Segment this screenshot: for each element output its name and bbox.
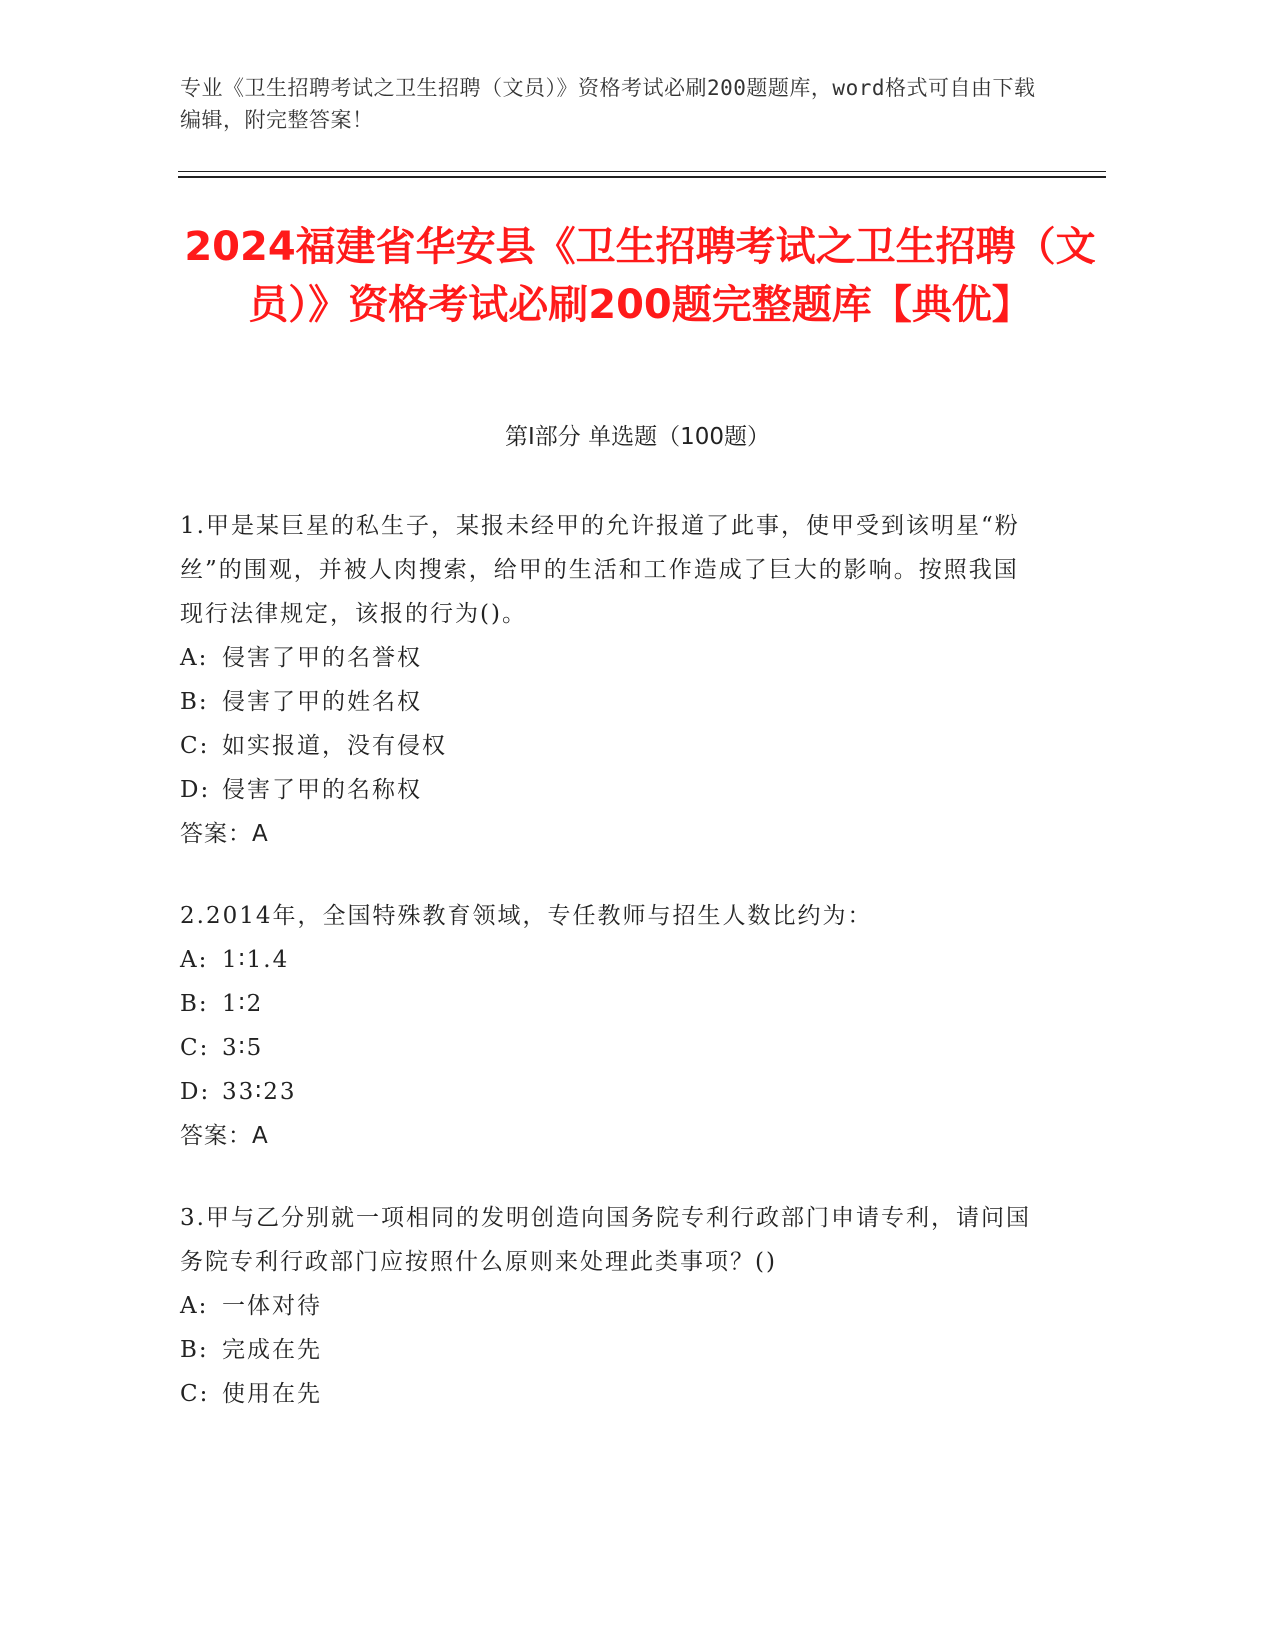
option-text: 1∶1.4 (222, 947, 290, 973)
question-text: 2.2014年，全国特殊教育领域，专任教师与招生人数比约为： (180, 903, 873, 929)
option-text: 33∶23 (222, 1079, 297, 1105)
answer-line: 答案：A (180, 821, 269, 847)
option-text: 如实报道，没有侵权 (222, 733, 447, 759)
option-key: A: (180, 947, 209, 973)
option-d (180, 1070, 1040, 1114)
header-note: 专业《卫生招聘考试之卫生招聘（文员）》资格考试必刷200题题库，word格式可自由下载编辑，附完整答案！ (180, 76, 1036, 132)
option-a (180, 636, 1040, 680)
option-text: 使用在先 (222, 1381, 322, 1407)
option-text: 侵害了甲的姓名权 (222, 689, 422, 715)
option-text: 侵害了甲的名称权 (222, 777, 422, 803)
question-text: 3.甲与乙分别就一项相同的发明创造向国务院专利行政部门申请专利，请问国务院专利行政部门应按照什么原则来处理此类事项？() (180, 1205, 1031, 1275)
option-key: B: (180, 1337, 209, 1363)
option-c (180, 724, 1040, 768)
option-c (180, 1026, 1040, 1070)
option-key: C: (180, 1381, 210, 1407)
option-b (180, 982, 1040, 1026)
question-list (180, 504, 1040, 1454)
option-key: D: (180, 777, 211, 803)
section-title: 第Ⅰ部分 单选题（100题） (505, 424, 770, 450)
option-b (180, 680, 1040, 724)
option-key: A: (180, 1293, 209, 1319)
option-text: 3∶5 (222, 1035, 264, 1061)
option-c (180, 1372, 1040, 1416)
document-title: 2024福建省华安县《卫生招聘考试之卫生招聘（文员）》资格考试必刷200题完整题库【典优】 (184, 224, 1096, 328)
option-b (180, 1328, 1040, 1372)
option-key: B: (180, 689, 209, 715)
option-key: D: (180, 1079, 211, 1105)
question-2 (180, 894, 1040, 1158)
answer-line: 答案：A (180, 1123, 269, 1149)
option-key: C: (180, 1035, 210, 1061)
option-text: 一体对待 (222, 1293, 322, 1319)
option-key: B: (180, 991, 209, 1017)
option-key: A: (180, 645, 209, 671)
option-a (180, 938, 1040, 982)
header-divider-thick (178, 176, 1106, 178)
question-1 (180, 504, 1040, 856)
question-3 (180, 1196, 1040, 1416)
option-text: 侵害了甲的名誉权 (222, 645, 422, 671)
option-text: 完成在先 (222, 1337, 322, 1363)
header-divider-thin (178, 171, 1106, 172)
option-key: C: (180, 733, 210, 759)
option-a (180, 1284, 1040, 1328)
option-text: 1∶2 (222, 991, 264, 1017)
question-text: 1.甲是某巨星的私生子，某报未经甲的允许报道了此事，使甲受到该明星“粉丝”的围观，并被人肉搜索，给甲的生活和工作造成了巨大的影响。按照我国现行法律规定，该报的行为()。 (180, 513, 1020, 627)
option-d (180, 768, 1040, 812)
